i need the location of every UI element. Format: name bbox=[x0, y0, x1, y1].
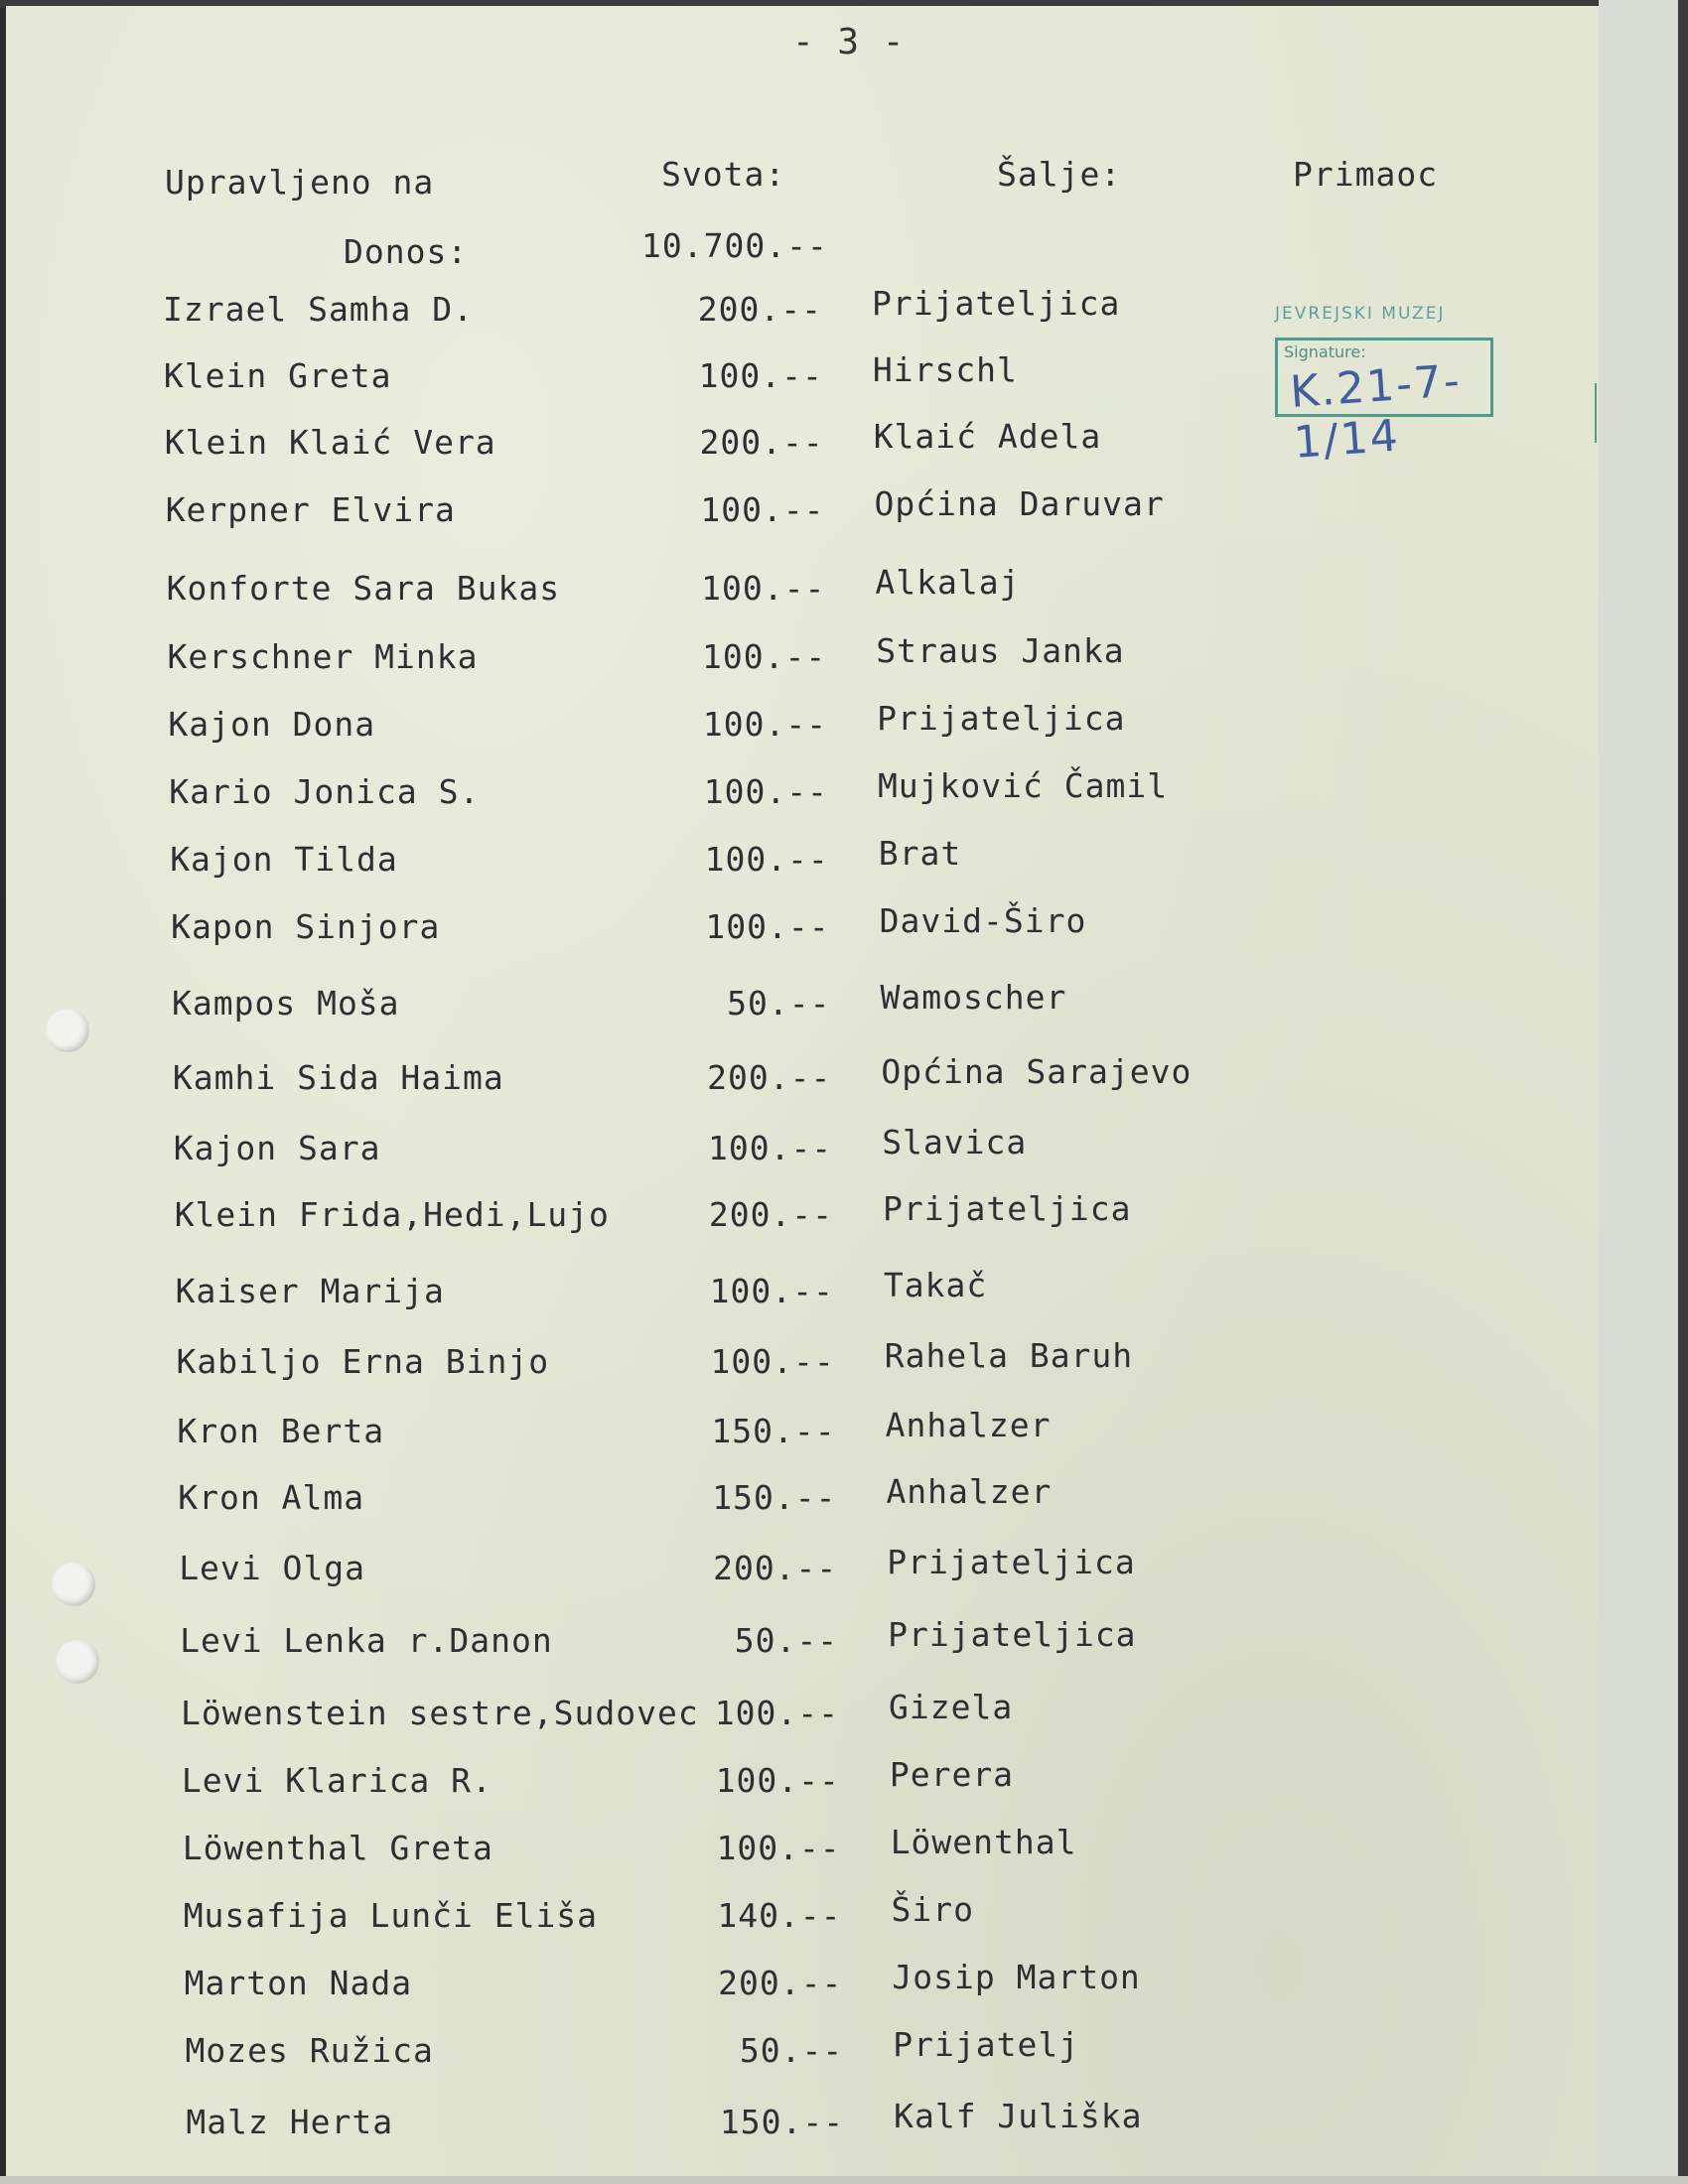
entry-row bbox=[6, 350, 1297, 402]
entry-sender: Kalf Juliška bbox=[894, 2097, 1143, 2135]
page-number: - 3 - bbox=[792, 22, 906, 63]
entry-row bbox=[6, 563, 1297, 614]
entry-row bbox=[6, 631, 1297, 683]
entry-row bbox=[6, 1052, 1297, 1104]
entry-name: Izrael Samha D. bbox=[163, 290, 475, 329]
entry-amount: 100.-- bbox=[714, 1694, 839, 1732]
entry-amount: 200.-- bbox=[708, 1195, 834, 1234]
header-amount: Svota: bbox=[661, 155, 786, 194]
entry-name: Löwenstein sestre,Sudovec bbox=[181, 1694, 699, 1732]
entry-amount: 100.-- bbox=[702, 637, 827, 676]
entry-name: Marton Nada bbox=[184, 1964, 413, 2002]
entry-name: Kajon Sara bbox=[173, 1129, 381, 1167]
punch-hole bbox=[46, 1009, 89, 1052]
punch-hole bbox=[52, 1563, 95, 1606]
carried-forward-amount: 10.700.-- bbox=[641, 226, 828, 265]
entry-row bbox=[6, 2025, 1297, 2077]
entry-row bbox=[6, 484, 1297, 536]
entry-row bbox=[6, 417, 1297, 469]
entry-name: Levi Olga bbox=[179, 1549, 365, 1587]
entry-name: Mozes Ružica bbox=[185, 2031, 434, 2070]
entry-amount: 50.-- bbox=[734, 1621, 839, 1660]
scan-right-margin bbox=[1599, 0, 1678, 2184]
entry-amount: 100.-- bbox=[709, 1272, 834, 1310]
entry-name: Konforte Sara Bukas bbox=[166, 569, 561, 608]
entry-sender: Perera bbox=[889, 1755, 1015, 1794]
entry-name: Musafija Lunči Eliša bbox=[183, 1896, 599, 1935]
entry-row bbox=[6, 1890, 1297, 1942]
entry-sender: Takač bbox=[883, 1266, 988, 1304]
stamp-label: Signature: bbox=[1284, 342, 1366, 361]
scan-right-border bbox=[1678, 0, 1688, 2184]
entry-amount: 100.-- bbox=[710, 1342, 835, 1381]
entry-sender: Prijateljica bbox=[877, 699, 1126, 738]
entry-sender: Prijateljica bbox=[883, 1189, 1132, 1228]
paper-sheet bbox=[6, 6, 1599, 2184]
entry-name: Kaiser Marija bbox=[175, 1272, 445, 1310]
entry-sender: Prijateljica bbox=[872, 284, 1121, 323]
entry-name: Kamhi Sida Haima bbox=[172, 1058, 504, 1097]
entry-amount: 200.-- bbox=[713, 1549, 838, 1587]
entry-sender: Slavica bbox=[882, 1123, 1028, 1161]
entry-row bbox=[6, 1189, 1297, 1241]
entry-sender: Širo bbox=[891, 1890, 975, 1929]
entry-row bbox=[6, 1958, 1297, 2009]
entry-sender: Općina Sarajevo bbox=[881, 1052, 1193, 1091]
entry-amount: 100.-- bbox=[701, 569, 826, 608]
entry-sender: Löwenthal bbox=[890, 1823, 1077, 1861]
entry-amount: 100.-- bbox=[705, 907, 830, 946]
edge-mark bbox=[1595, 383, 1597, 443]
entry-amount: 100.-- bbox=[716, 1829, 841, 1867]
entry-amount: 100.-- bbox=[707, 1129, 833, 1167]
header-receiver: Primaoc bbox=[1293, 155, 1439, 194]
header-recipient: Upravljeno na bbox=[165, 163, 435, 202]
entry-row bbox=[6, 1615, 1297, 1667]
entry-row bbox=[6, 284, 1297, 336]
entry-amount: 200.-- bbox=[699, 423, 824, 462]
entry-sender: Hirschl bbox=[872, 350, 1018, 389]
entry-name: Klein Klaić Vera bbox=[164, 423, 496, 462]
entry-name: Löwenthal Greta bbox=[182, 1829, 493, 1867]
entry-sender: Rahela Baruh bbox=[884, 1336, 1134, 1375]
entry-amount: 100.-- bbox=[715, 1761, 840, 1800]
entry-row bbox=[6, 1266, 1297, 1317]
entry-row bbox=[6, 1755, 1297, 1807]
punch-hole bbox=[56, 1640, 99, 1684]
entry-sender: Josip Marton bbox=[892, 1958, 1141, 1996]
carried-forward-label: Donos: bbox=[344, 232, 469, 271]
entry-sender: Prijateljica bbox=[887, 1543, 1136, 1581]
entry-row bbox=[6, 699, 1297, 751]
entry-row bbox=[6, 2097, 1297, 2148]
entry-name: Klein Frida,Hedi,Lujo bbox=[174, 1195, 610, 1234]
entry-name: Kajon Tilda bbox=[170, 840, 398, 879]
scan-bottom-border bbox=[0, 2176, 1688, 2184]
entry-sender: Općina Daruvar bbox=[874, 484, 1165, 523]
entry-sender: Gizela bbox=[889, 1688, 1014, 1726]
entry-name: Klein Greta bbox=[163, 356, 392, 395]
entry-amount: 50.-- bbox=[739, 2031, 844, 2070]
entry-name: Kron Berta bbox=[177, 1412, 385, 1450]
entry-amount: 200.-- bbox=[697, 290, 822, 329]
entry-row bbox=[6, 978, 1297, 1029]
entry-row bbox=[6, 1823, 1297, 1874]
entry-row bbox=[6, 834, 1297, 886]
entry-name: Kerschner Minka bbox=[167, 637, 479, 676]
entry-amount: 100.-- bbox=[698, 356, 823, 395]
entry-row bbox=[6, 1336, 1297, 1388]
entry-name: Levi Klarica R. bbox=[181, 1761, 492, 1800]
entry-amount: 100.-- bbox=[700, 490, 825, 529]
entry-sender: Anhalzer bbox=[886, 1472, 1053, 1511]
entry-sender: Straus Janka bbox=[876, 631, 1125, 670]
stamp-box bbox=[1275, 338, 1493, 469]
entry-sender: Klaić Adela bbox=[873, 417, 1102, 456]
entry-amount: 140.-- bbox=[717, 1896, 842, 1935]
entry-amount: 50.-- bbox=[727, 984, 831, 1023]
entry-sender: Alkalaj bbox=[875, 563, 1021, 602]
entry-row bbox=[6, 901, 1297, 953]
entry-name: Kerpner Elvira bbox=[165, 490, 456, 529]
entry-row bbox=[6, 1406, 1297, 1457]
header-sender: Šalje: bbox=[997, 155, 1122, 194]
entry-amount: 150.-- bbox=[719, 2103, 845, 2141]
entry-amount: 200.-- bbox=[718, 1964, 843, 2002]
entry-sender: Mujković Čamil bbox=[877, 766, 1169, 805]
entry-row bbox=[6, 1123, 1297, 1174]
entry-amount: 100.-- bbox=[703, 772, 828, 811]
entry-name: Malz Herta bbox=[186, 2103, 394, 2141]
entry-name: Levi Lenka r.Danon bbox=[180, 1621, 553, 1660]
entry-row bbox=[6, 1472, 1297, 1524]
stamp-museum-name: JEVREJSKI MUZEJ bbox=[1275, 304, 1446, 324]
stamp-signature: K.21-7-1/14 bbox=[1288, 355, 1464, 469]
entry-sender: Prijatelj bbox=[893, 2025, 1080, 2064]
entry-name: Kron Alma bbox=[178, 1478, 365, 1517]
entry-name: Kabiljo Erna Binjo bbox=[176, 1342, 550, 1381]
entry-sender: Anhalzer bbox=[885, 1406, 1052, 1444]
entry-amount: 150.-- bbox=[712, 1478, 837, 1517]
entry-name: Kario Jonica S. bbox=[169, 772, 481, 811]
entry-amount: 100.-- bbox=[704, 840, 829, 879]
entry-sender: Brat bbox=[878, 834, 962, 873]
entry-sender: David-Širo bbox=[879, 901, 1087, 940]
entry-amount: 150.-- bbox=[711, 1412, 836, 1450]
entry-sender: Wamoscher bbox=[880, 978, 1067, 1017]
entry-row bbox=[6, 766, 1297, 818]
entry-row bbox=[6, 1688, 1297, 1739]
entry-amount: 100.-- bbox=[702, 705, 828, 744]
museum-stamp bbox=[1275, 304, 1497, 469]
entry-name: Kajon Dona bbox=[168, 705, 376, 744]
entry-name: Kampos Moša bbox=[172, 984, 400, 1023]
entry-sender: Prijateljica bbox=[888, 1615, 1137, 1654]
entry-amount: 200.-- bbox=[707, 1058, 832, 1097]
entry-name: Kapon Sinjora bbox=[171, 907, 441, 946]
entry-row bbox=[6, 1543, 1297, 1594]
